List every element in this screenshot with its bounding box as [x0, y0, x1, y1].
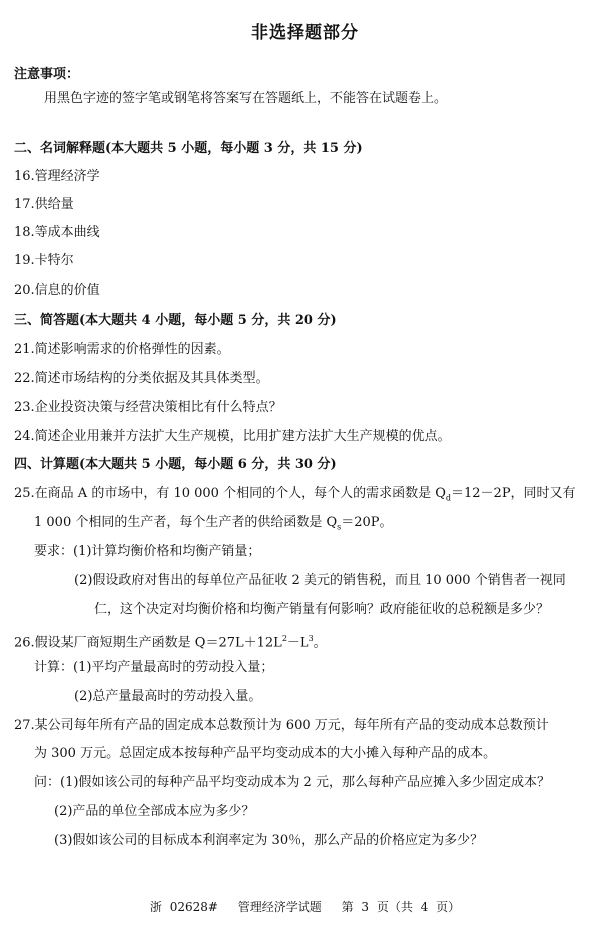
q26-end: 。 [313, 635, 327, 651]
q26-calc1: 计算：(1)平均产量最高时的劳动投入量； [34, 660, 274, 675]
q26-sup1: 2 [281, 634, 287, 643]
q25-line1-end: ＝12－2P，同时又有 [451, 486, 576, 501]
q25-line2-sub: s [337, 522, 342, 532]
page-title: 非选择题部分 [251, 23, 359, 43]
footer-subject: 管理经济学试题 [237, 900, 322, 914]
q25-line2 [34, 514, 393, 537]
list-item: 20.信息的价值 [14, 283, 100, 298]
list-item: 17.供给量 [14, 197, 74, 212]
q26-sup2: 3 [308, 634, 314, 643]
q25-line1-sub: d [445, 493, 451, 503]
q25-line1-text: 25.在商品 A 的市场中，有 10 000 个相同的个人，每个人的需求函数是 Q [14, 486, 446, 501]
section2-heading: 二、名词解释题(本大题共 5 小题，每小题 3 分，共 15 分) [14, 141, 363, 156]
footer-page: 第 3 页（共 4 页） [341, 900, 461, 914]
notice-text: 用黑色字迹的签字笔或钢笔将答案写在答题纸上，不能答在试题卷上。 [44, 91, 448, 106]
q25-requirement-2a: (2)假设政府对售出的每单位产品征收 2 美元的销售税，而且 10 000 个销售者一视同 [74, 573, 566, 588]
section3-heading: 三、简答题(本大题共 4 小题，每小题 5 分，共 20 分) [14, 313, 337, 328]
q26-calc2: (2)总产量最高时的劳动投入量。 [74, 689, 262, 704]
q25-requirement-2b: 仁，这个决定对均衡价格和均衡产销量有何影响？政府能征收的总税额是多少？ [94, 602, 550, 617]
q27-ask2: (2)产品的单位全部成本应为多少？ [54, 804, 255, 819]
list-item: 23.企业投资决策与经营决策相比有什么特点？ [14, 400, 282, 415]
q25-line1 [14, 485, 576, 508]
list-item: 24.简述企业用兼并方法扩大生产规模，比用扩建方法扩大生产规模的优点。 [14, 429, 451, 444]
list-item: 22.简述市场结构的分类依据及其具体类型。 [14, 371, 269, 386]
section4-heading: 四、计算题(本大题共 5 小题，每小题 6 分，共 30 分) [14, 457, 337, 472]
list-item: 18.等成本曲线 [14, 225, 100, 240]
q26-line1-text: 26.假设某厂商短期生产函数是 Q＝27L＋12L [14, 635, 282, 651]
list-item: 21.简述影响需求的价格弹性的因素。 [14, 342, 230, 357]
q27-line1: 27.某公司每年所有产品的固定成本总数预计为 600 万元，每年所有产品的变动成本总数预计 [14, 718, 549, 733]
q26-mid: －L [286, 635, 309, 651]
q26-line1 [14, 630, 327, 652]
q27-line2: 为 300 万元。总固定成本按每种产品平均变动成本的大小摊入每种产品的成本。 [34, 746, 497, 761]
q25-requirement: 要求：(1)计算均衡价格和均衡产销量； [34, 544, 261, 559]
q27-ask3: (3)假如该公司的目标成本利润率定为 30％，那么产品的价格应定为多少？ [54, 833, 484, 848]
q25-line2-text: 1 000 个相同的生产者，每个生产者的供给函数是 Q [34, 515, 338, 530]
page-footer [0, 898, 610, 915]
q27-ask1: 问：(1)假如该公司的每种产品平均变动成本为 2 元，那么每种产品应摊入多少固定成本？ [34, 775, 550, 790]
q25-line2-end: ＝20P。 [341, 515, 393, 530]
footer-code: 浙 02628# [149, 900, 218, 914]
list-item: 16.管理经济学 [14, 169, 100, 184]
notice-heading: 注意事项： [14, 67, 80, 82]
list-item: 19.卡特尔 [14, 253, 74, 268]
